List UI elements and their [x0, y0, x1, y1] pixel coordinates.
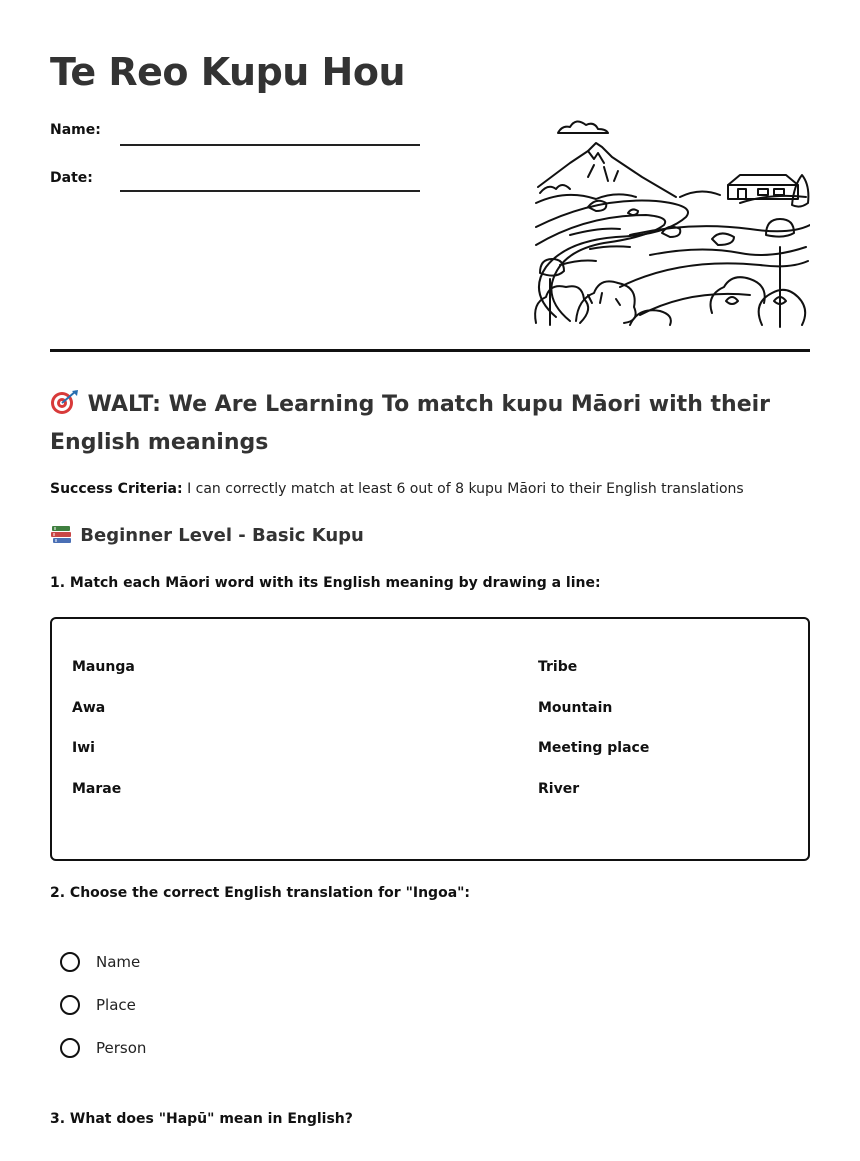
question-3: 3. What does "Hapū" mean in English? [50, 1111, 353, 1127]
radio-button[interactable] [60, 952, 80, 972]
matching-box[interactable] [50, 617, 810, 861]
level-title: Beginner Level - Basic Kupu [80, 525, 364, 546]
option-label: Person [96, 1039, 147, 1057]
english-word[interactable]: River [538, 781, 580, 797]
maori-word[interactable]: Maunga [72, 659, 135, 675]
option-place[interactable] [60, 993, 136, 1017]
option-label: Place [96, 996, 136, 1014]
option-label: Name [96, 953, 141, 971]
radio-button[interactable] [60, 995, 80, 1015]
walt-heading [50, 386, 820, 462]
question-2: 2. Choose the correct English translation for "Ingoa": [50, 885, 471, 901]
name-line[interactable] [120, 144, 420, 146]
success-criteria-label: Success Criteria: [50, 481, 183, 497]
radio-button[interactable] [60, 1038, 80, 1058]
success-criteria [50, 481, 744, 497]
maori-word[interactable]: Marae [72, 781, 122, 797]
date-line[interactable] [120, 190, 420, 192]
option-person[interactable] [60, 1036, 146, 1060]
success-criteria-text: I can correctly match at least 6 out of 8 kupu Māori to their English translations [187, 481, 744, 497]
english-word[interactable]: Mountain [538, 700, 613, 716]
walt-text: WALT: We Are Learning To match kupu Māori with their English meanings [50, 392, 771, 455]
target-dart-icon [50, 389, 80, 415]
section-divider [50, 349, 810, 352]
maori-word[interactable]: Awa [72, 700, 106, 716]
english-word[interactable]: Meeting place [538, 740, 650, 756]
date-label: Date: [50, 170, 93, 186]
question-1: 1. Match each Māori word with its English meaning by drawing a line: [50, 575, 601, 591]
option-name[interactable] [60, 950, 140, 974]
books-icon [50, 524, 74, 544]
level-heading [50, 524, 364, 546]
maori-word[interactable]: Iwi [72, 740, 95, 756]
landscape-illustration [530, 115, 810, 330]
english-word[interactable]: Tribe [538, 659, 578, 675]
worksheet-title: Te Reo Kupu Hou [50, 50, 406, 94]
name-label: Name: [50, 122, 101, 138]
